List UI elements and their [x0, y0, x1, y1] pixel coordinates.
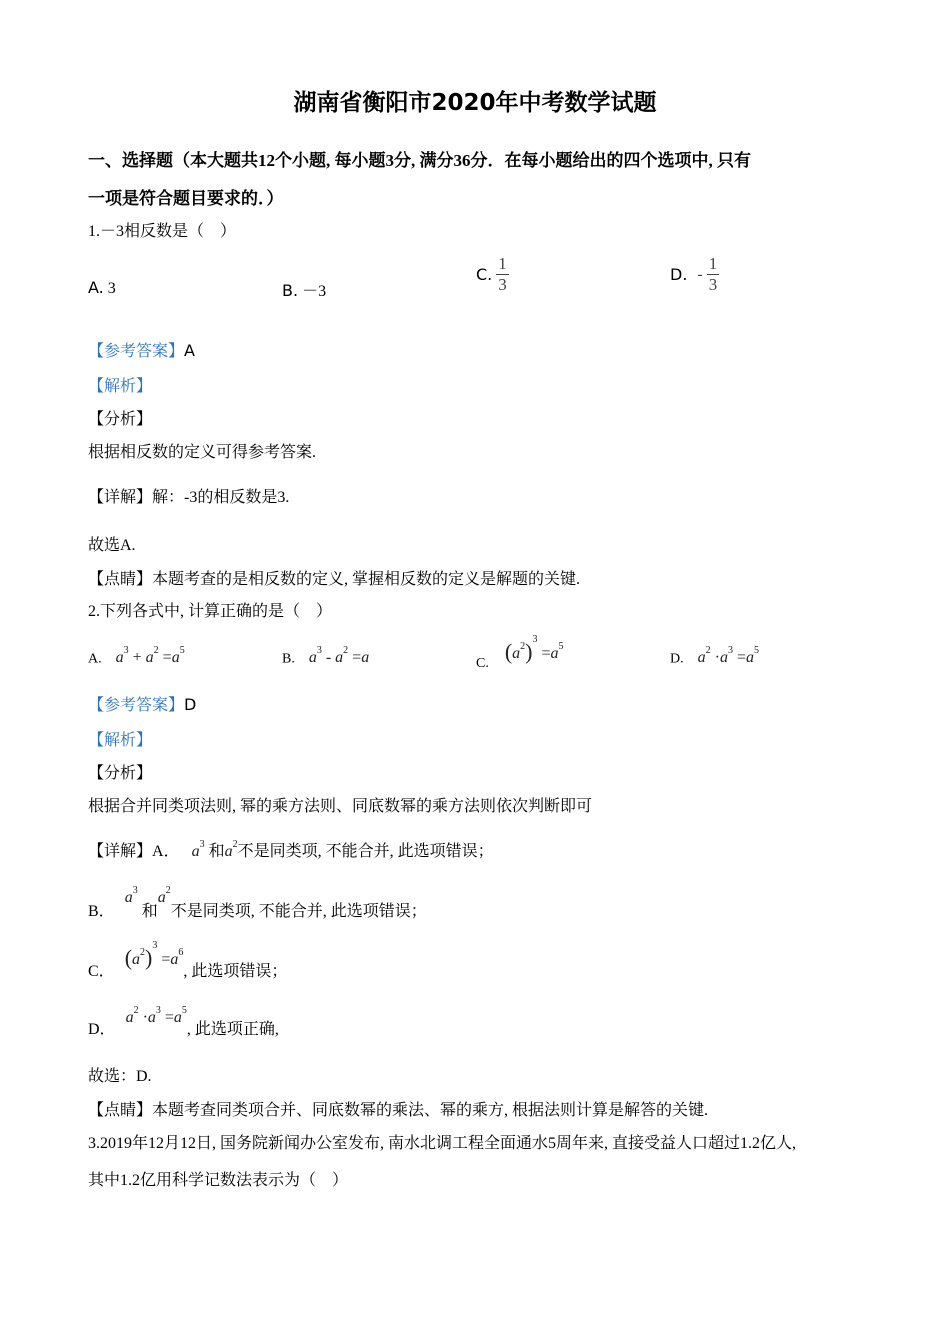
q2-option-d-formula: $a^2 \cdot a^3 =a^5$ — [697, 645, 759, 667]
q2-option-b-formula: $a^3 - a^2 =a$ — [308, 645, 370, 667]
q2-detail-a: 【详解】A． $a^3$ 和$a^2$不是同类项, 不能合并, 此选项错误； — [88, 838, 494, 860]
q2-fenxi-tag: 【分析】 — [88, 765, 153, 782]
q1-analysis-tag: 【解析】 — [88, 378, 153, 395]
q2-detail-d: D． $a^2 \cdot a^3 =a^5$, 此选项正确, — [88, 1004, 279, 1038]
q2-option-a-label: A. — [88, 651, 102, 667]
q2-option-c-label: C. — [476, 656, 489, 671]
comment-text: 本题考查的是相反数的定义, 掌握相反数的定义是解题的关键. — [152, 571, 581, 588]
q1-option-d-label: D. — [670, 265, 688, 284]
fraction-denominator: 3 — [498, 275, 507, 294]
q1-option-b — [282, 278, 326, 301]
q1-detail — [88, 484, 289, 507]
q1-option-b-label: B. — [282, 281, 299, 300]
fraction-numerator: 1 — [708, 254, 718, 273]
detail-tag: 【详解】 — [88, 843, 153, 860]
q2-option-a-formula: $a^3 + a^2 =a^5$ — [115, 645, 185, 667]
q1-fenxi-text: 根据相反数的定义可得参考答案. — [88, 444, 317, 461]
q1-option-d-fraction — [707, 254, 720, 295]
q2-detail-c: C． $(a^2)^3 =a^6$, 此选项错误； — [88, 939, 288, 980]
q2-option-c-formula: $(a^2)^3 =a^5$ — [504, 633, 564, 664]
math-term: $a^2$ — [157, 884, 171, 906]
q2-option-b-label: B. — [282, 651, 295, 667]
q1-option-b-value: －3 — [302, 283, 327, 300]
q2-stem: 2.下列各式中, 计算正确的是（ ） — [88, 603, 333, 620]
q3-stem-line1: 3.2019年12月12日, 国务院新闻办公室发布, 南水北调工程全面通水5周年来, 直接受益人口超过1.2亿人, — [88, 1135, 797, 1152]
q1-option-a — [88, 278, 116, 298]
q2-fenxi-text: 根据合并同类项法则, 幂的乘方法则、同底数幂的乘方法则依次判断即可 — [88, 798, 593, 815]
q1-option-a-label: A. — [88, 278, 104, 297]
q1-option-a-value: 3 — [107, 280, 116, 297]
q2-option-d-label: D. — [670, 651, 684, 667]
math-term: $a^3$ — [124, 884, 138, 906]
q2-analysis-tag: 【解析】 — [88, 732, 153, 749]
comment-tag: 【点睛】 — [88, 1102, 153, 1119]
answer-tag: 【参考答案】 — [88, 697, 185, 714]
q1-comment — [88, 566, 580, 589]
q1-option-d — [670, 254, 719, 295]
q1-option-c — [476, 254, 509, 295]
q2-option-a — [88, 645, 185, 667]
detail-text: 解：-3的相反数是3. — [152, 489, 290, 506]
document-title: 湖南省衡阳市2020年中考数学试题 — [293, 90, 657, 116]
math-formula: $(a^2)^3 =a^6$ — [124, 939, 184, 970]
math-term: $a^2$ — [224, 838, 238, 860]
q1-option-c-label: C. — [476, 265, 493, 284]
fraction-denominator: 3 — [708, 275, 718, 294]
comment-text: 本题考查同类项合并、同底数幂的乘法、幂的乘方, 根据法则计算是解答的关键. — [152, 1102, 709, 1119]
section-heading-line2: 一项是符合题目要求的．） — [88, 189, 284, 208]
q1-option-d-sign: - — [697, 265, 703, 283]
fraction-numerator: 1 — [498, 254, 507, 273]
q2-option-c — [476, 633, 564, 671]
section-heading-line1: 一、选择题（本大题共12个小题, 每小题3分, 满分36分．在每小题给出的四个选项中, 只有 — [88, 151, 751, 170]
q3-stem-line2: 其中1.2亿用科学记数法表示为（ ） — [88, 1172, 349, 1189]
q1-option-c-fraction — [496, 254, 509, 295]
math-term: $a^3$ — [191, 838, 205, 860]
answer-tag: 【参考答案】 — [88, 343, 185, 360]
detail-tag: 【详解】 — [88, 489, 153, 506]
q2-comment — [88, 1097, 708, 1120]
q2-answer — [88, 692, 196, 715]
q2-option-b — [282, 645, 370, 667]
answer-value: D — [184, 695, 197, 714]
q1-answer — [88, 338, 195, 361]
q1-choose: 故选A. — [88, 537, 136, 554]
q2-option-d — [670, 645, 759, 667]
math-formula: $a^2 \cdot a^3 =a^5$ — [125, 1004, 187, 1026]
answer-value: A — [184, 341, 195, 360]
q2-detail-b: B． $a^3$ 和$a^2$不是同类项, 不能合并, 此选项错误； — [88, 884, 427, 920]
q1-fenxi-tag: 【分析】 — [88, 411, 153, 428]
q2-choose: 故选：D. — [88, 1068, 152, 1085]
q1-stem: 1.－3相反数是（ ） — [88, 223, 237, 240]
comment-tag: 【点睛】 — [88, 571, 153, 588]
